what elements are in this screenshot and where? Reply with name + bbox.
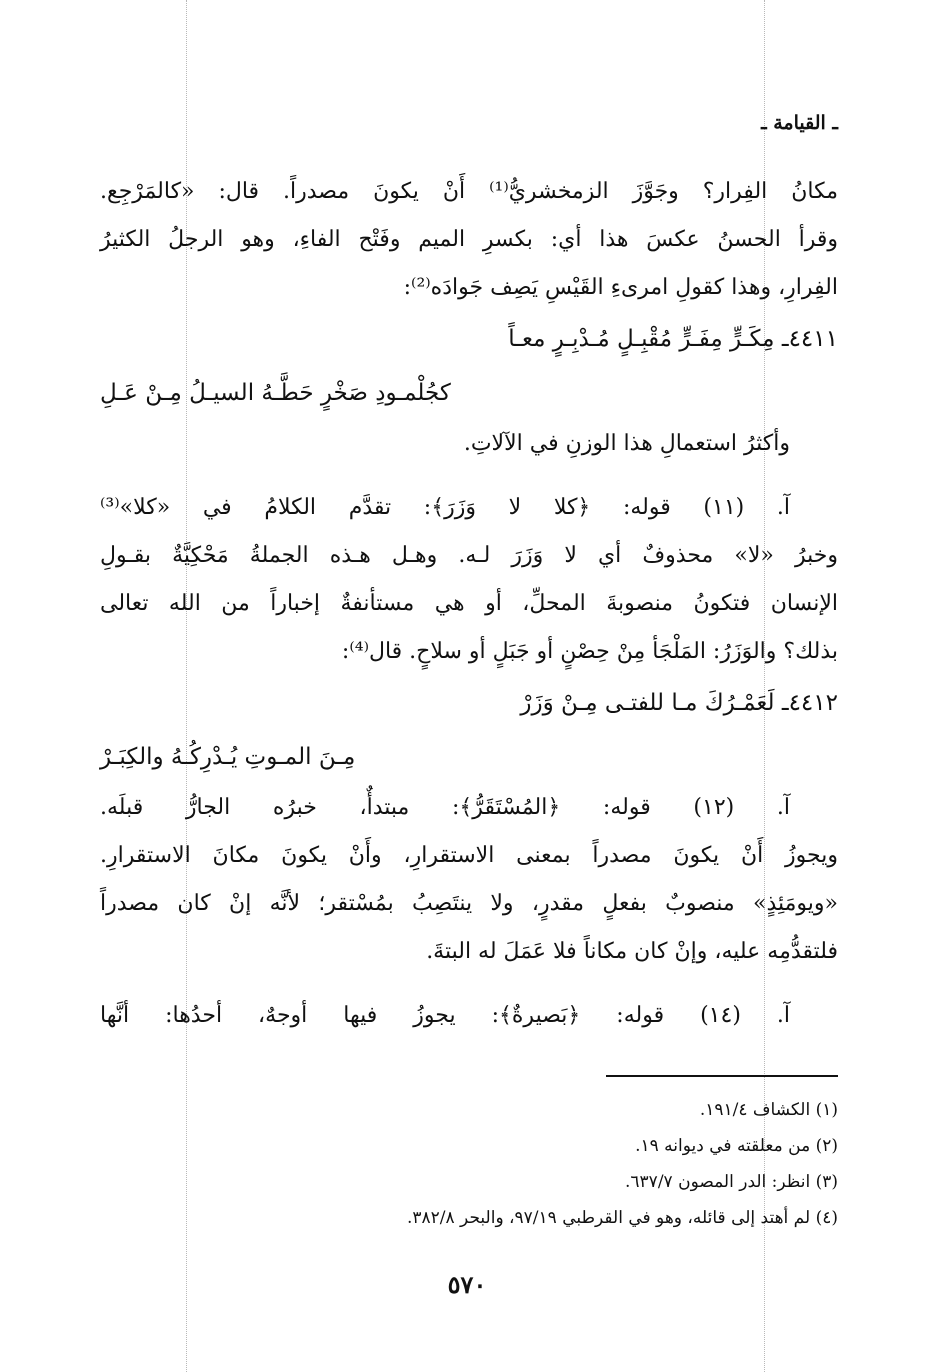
verse-line	[100, 312, 838, 366]
text-line: آ. (١٢) قوله: ﴿المُسْتَقَرُّ﴾: مبتدأٌ، خبرُه الجارُّ قبلَه.	[100, 795, 791, 820]
footnote-rule	[606, 1075, 838, 1077]
footnote: (٢) من معلقته في ديوانه ١٩.	[635, 1136, 838, 1156]
text-line: مكانُ الفِرار؟ وجَوَّزَ الزمخشريُّ⁽¹⁾ أَنْ يكونَ مصدراً. قال: «كالمَرْجِع.	[100, 179, 838, 204]
text-line: ويجوزُ أَنْ يكونَ مصدراً بمعنى الاستقرارِ، وأَنْ يكونَ مكانَ الاستقرارِ.	[100, 843, 838, 868]
text-line: وأكثرُ استعمالِ هذا الوزنِ في الآلاتِ.	[463, 431, 790, 456]
text-line: الإنسان فتكونُ منصوبةَ المحلِّ، أو هي مستأنفةٌ إخباراً من الله تعالى	[100, 591, 838, 616]
text-line: الفِرارِ، وهذا كقولِ امرىءِ القَيْسِ يَصِف جَوادَه⁽²⁾:	[403, 275, 838, 300]
verse-number: ٤٤١١ـ	[781, 326, 838, 352]
page-number: ٥٧٠	[447, 1270, 487, 1299]
text-line: آ. (١١) قوله: ﴿كلا لا وَزَرَ﴾: تقدَّم الكلامُ في «كلا»⁽³⁾	[100, 495, 790, 520]
footnote: (١) الكشاف ١٩١/٤.	[699, 1100, 838, 1120]
running-header: ـ القيامة ـ	[761, 112, 838, 134]
verse-hemistich: كجُلْمـودِ صَخْرٍ حَطَّـهُ السيـلُ مِـنْ عَـلِ	[100, 380, 451, 406]
page-body	[100, 168, 838, 1040]
footnote: (٣) انظر: الدر المصون ٦٣٧/٧.	[625, 1172, 838, 1192]
text-line: آ. (١٤) قوله: ﴿بَصيرةٌ﴾: يجوزُ فيها أوجهٌ، أحدُها: أنَّها	[100, 1003, 790, 1028]
verse-hemistich: لَعَمْـرُكَ مـا للفتـى مِـنْ وَزَرْ	[520, 690, 775, 716]
text-line: فلتقدُّمِه عليه، وإنْ كان مكاناً فلا عَمَلَ له البتةَ.	[426, 939, 838, 964]
verse-line	[100, 676, 838, 730]
verse-number: ٤٤١٢ـ	[781, 690, 838, 716]
footnotes	[120, 1092, 838, 1236]
text-line: وقرأ الحسنُ عكسَ هذا أي: بكسرِ الميم وفَتْح الفاءِ، وهو الرجلُ الكثيرُ	[100, 227, 838, 252]
verse-hemistich: مِـنَ المـوتِ يُـدْرِكُـهُ والكِبَـرْ	[100, 744, 356, 770]
verse-hemistich: مِكَـرٍّ مِفَـرٍّ مُقْبِـلٍ مُـدْبِـرٍ معـاً	[508, 326, 775, 352]
footnote: (٤) لم أهتد إلى قائله، وهو في القرطبي ٩٧/١٩، والبحر ٣٨٢/٨.	[406, 1208, 838, 1228]
text-line: «ويومَئِذٍ» منصوبٌ بفعلٍ مقدرٍ، ولا ينتَصِبُ بمُسْتقر؛ لأنَّه إنْ كان مصدراً	[100, 891, 838, 916]
text-line: وخبرُ «لا» محذوفٌ أي لا وَزَرَ لـه. وهـل هـذه الجملةُ مَحْكِيَّةٌ بقـولِ	[100, 543, 838, 568]
verse-line	[100, 366, 838, 420]
text-line: بذلك؟ والوَزَرُ: المَلْجَأ مِنْ حِصْنٍ أو جَبَلٍ أو سلاحٍ. قال⁽⁴⁾:	[341, 639, 838, 664]
verse-line	[100, 730, 838, 784]
